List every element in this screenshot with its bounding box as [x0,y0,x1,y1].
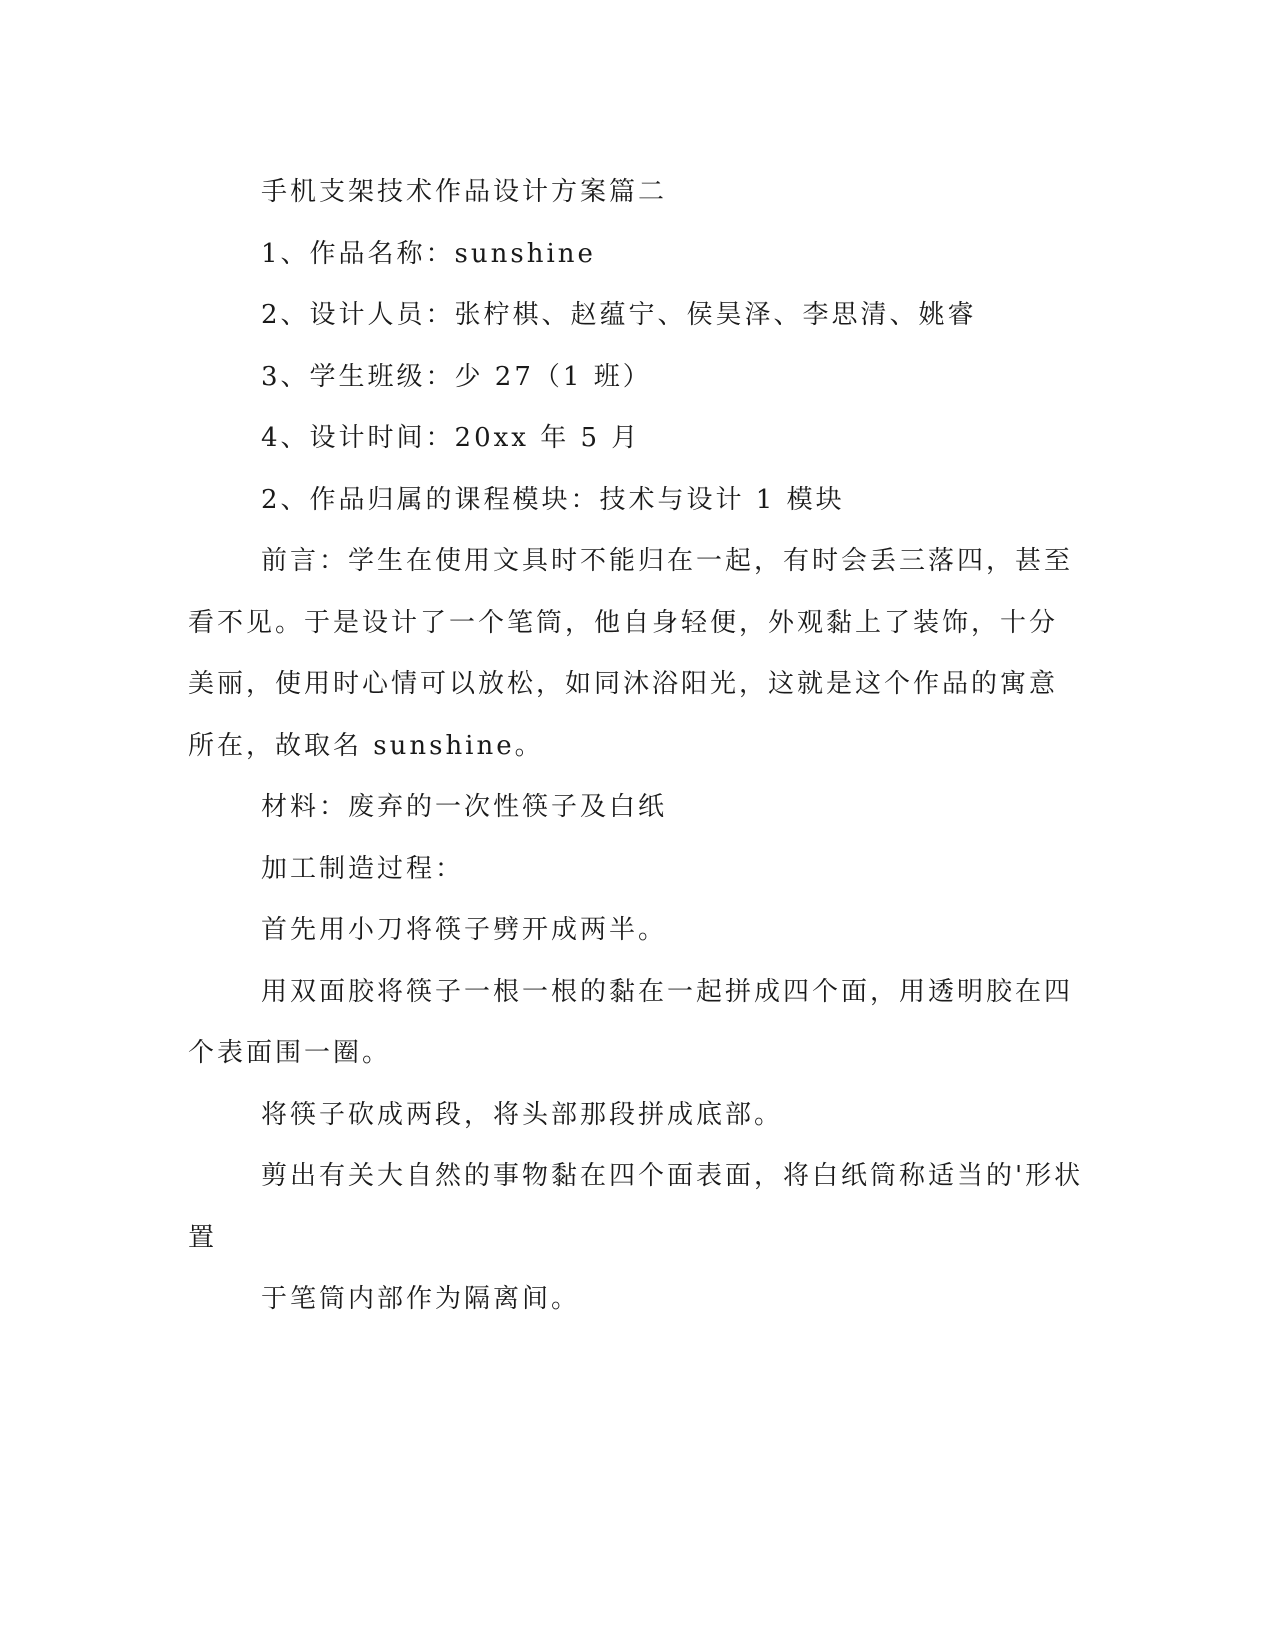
process-heading: 加工制造过程： [261,853,465,884]
item-course-module: 2、作品归属的课程模块：技术与设计 1 模块 [261,484,845,515]
process-step-2-line: 用双面胶将筷子一根一根的黏在一起拼成四个面，用透明胶在四 [261,976,1074,1007]
process-step-2-line: 个表面围一圈。 [188,1038,392,1068]
item-work-name: 1、作品名称：sunshine [261,238,596,269]
process-step-3: 将筷子砍成两段，将头部那段拼成底部。 [261,1099,784,1130]
preface-line: 所在，故取名 sunshine。 [188,730,544,761]
document-body [188,162,1088,1331]
preface-line: 美丽，使用时心情可以放松，如同沐浴阳光，这就是这个作品的寓意 [188,669,1059,699]
materials-line: 材料：废弃的一次性筷子及白纸 [261,792,668,822]
preface-line: 前言：学生在使用文具时不能归在一起，有时会丢三落四，甚至 [261,546,1074,576]
process-step-4 [188,1146,1088,1269]
item-design-time: 4、设计时间：20xx 年 5 月 [261,423,641,453]
item-designers: 2、设计人员：张柠棋、赵蕴宁、侯昊泽、李思清、姚睿 [261,300,977,330]
preface-paragraph [188,531,1088,777]
document-title: 手机支架技术作品设计方案篇二 [261,177,668,207]
process-step-2 [188,962,1088,1085]
process-step-4-line: 剪出有关大自然的事物黏在四个面表面，将白纸筒称适当的'形状 [261,1161,1084,1191]
preface-line: 看不见。于是设计了一个笔筒，他自身轻便，外观黏上了装饰，十分 [188,607,1059,638]
process-step-4-line: 置 [188,1222,218,1253]
process-step-5: 于笔筒内部作为隔离间。 [261,1284,581,1314]
process-step-1: 首先用小刀将筷子劈开成两半。 [261,915,668,945]
item-class: 3、学生班级：少 27（1 班） [261,361,652,392]
